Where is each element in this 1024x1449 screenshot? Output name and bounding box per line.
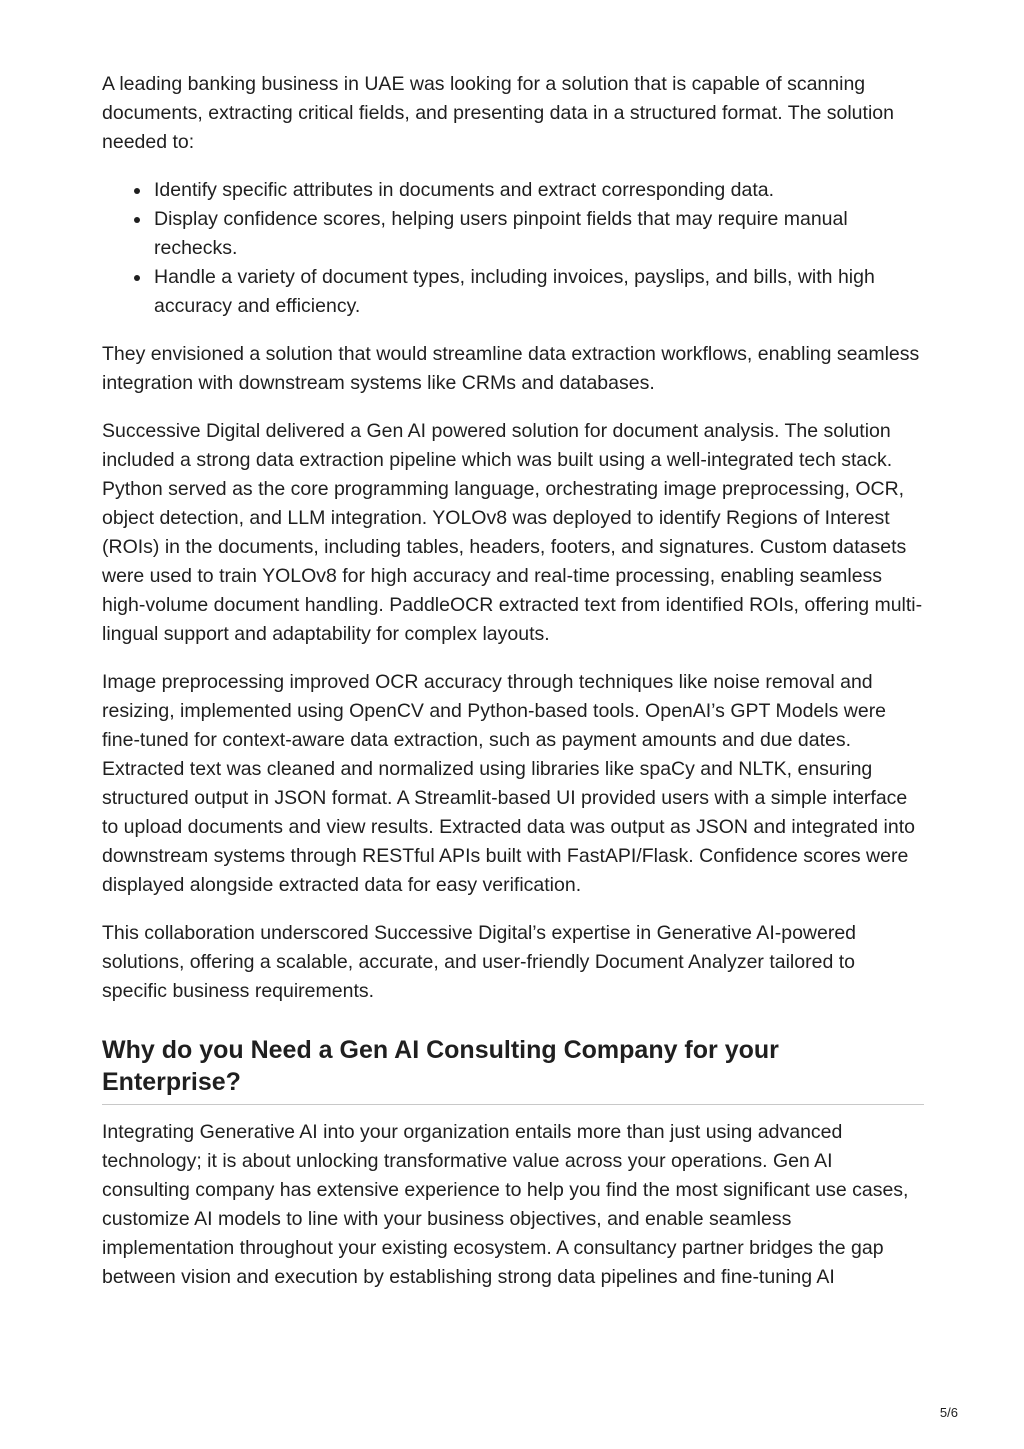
solution-paragraph: Successive Digital delivered a Gen AI powered solution for document analysis. The solution included a strong data extraction pipeline which was built using a well-integrated tech stack. Python served as the core programming language, orchestrating image preprocessing, OCR, object detection, and LLM integration. YOLOv8 was deployed to identify Regions of Interest (ROIs) in the documents, including tables, headers, footers, and signatures. Custom datasets were used to train YOLOv8 for high accuracy and real-time processing, enabling seamless high-volume document handling. PaddleOCR extracted text from identified ROIs, offering multi-lingual support and adaptability for complex layouts. xyxy=(102,420,923,645)
heading-divider xyxy=(102,1104,924,1105)
vision-paragraph: They envisioned a solution that would streamline data extraction workflows, enabling seamless integration with downstream systems like CRMs and databases. xyxy=(102,343,920,394)
page-number: 5/6 xyxy=(939,1405,958,1420)
collaboration-paragraph: This collaboration underscored Successive Digital’s expertise in Generative AI-powered solutions, offering a scalable, accurate, and user-friendly Document Analyzer tailored to specific business requirements. xyxy=(102,922,857,1002)
document-page xyxy=(102,70,924,1311)
intro-paragraph: A leading banking business in UAE was looking for a solution that is capable of scanning documents, extracting critical fields, and presenting data in a structured format. The solution needed to: xyxy=(102,73,894,153)
section-heading: Why do you Need a Gen AI Consulting Company for your Enterprise? xyxy=(102,1036,779,1096)
list-item: Display confidence scores, helping users pinpoint fields that may require manual rechecks. xyxy=(154,205,924,263)
preprocessing-paragraph: Image preprocessing improved OCR accuracy through techniques like noise removal and resizing, implemented using OpenCV and Python-based tools. OpenAI’s GPT Models were fine-tuned for context-aware data extraction, such as payment amounts and due dates. Extracted text was cleaned and normalized using libraries like spaCy and NLTK, ensuring structured output in JSON format. A Streamlit-based UI provided users with a simple interface to upload documents and view results. Extracted data was output as JSON and integrated into downstream systems through RESTful APIs built with FastAPI/Flask. Confidence scores were displayed alongside extracted data for easy verification. xyxy=(102,671,915,896)
list-item: Identify specific attributes in documents and extract corresponding data. xyxy=(154,176,924,205)
requirements-list xyxy=(102,176,924,321)
section-paragraph: Integrating Generative AI into your organization entails more than just using advanced technology; it is about unlocking transformative value across your operations. Gen AI consulting company has extensive experience to help you find the most significant use cases, customize AI models to line with your business objectives, and enable seamless implementation throughout your existing ecosystem. A consultancy partner bridges the gap between vision and execution by establishing strong data pipelines and fine-tuning AI xyxy=(102,1121,909,1288)
list-item: Handle a variety of document types, including invoices, payslips, and bills, with high accuracy and efficiency. xyxy=(154,263,924,321)
